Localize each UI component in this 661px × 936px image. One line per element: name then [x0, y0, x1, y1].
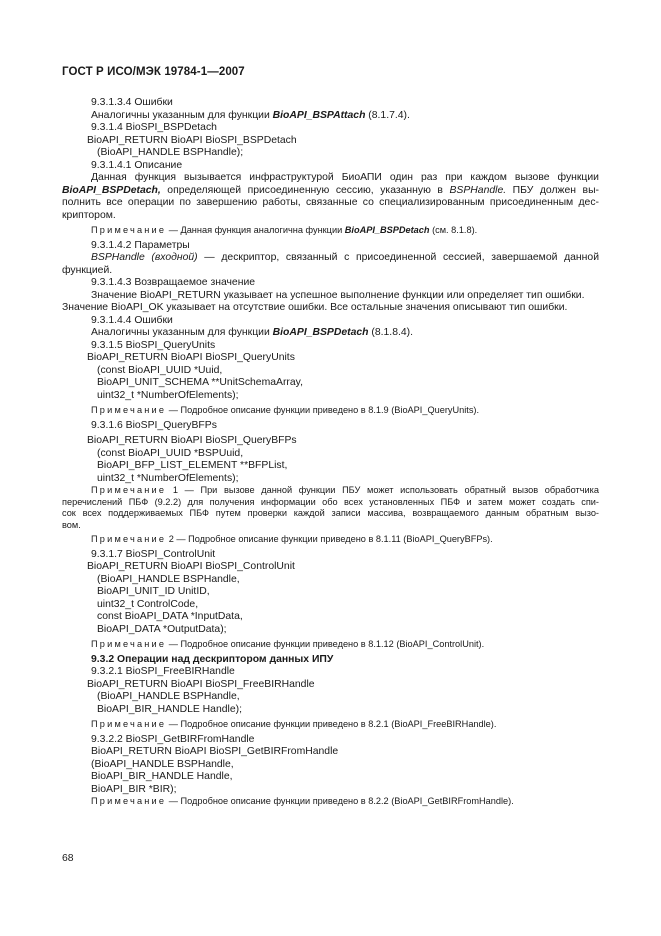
paragraph: Значение BioAPI_RETURN указывает на успешное выполнение функции или определяет тип ошибки. — [91, 289, 585, 301]
note: Примечание 2 — Подробное описание функции приведено в 8.1.11 (BioAPI_QueryBFPs). — [91, 534, 493, 544]
paragraph: Аналогичны указанным для функции BioAPI_BSPAttach (8.1.7.4). — [91, 109, 410, 121]
note: вом. — [62, 519, 81, 530]
section-heading: 9.3.2 Операции над дескриптором данных ИПУ — [91, 653, 334, 665]
clause-heading: 9.3.1.4.4 Ошибки — [91, 314, 173, 326]
paragraph: полнить все операции по завершению работы, связанные со специализированным присоединенным дес- — [62, 197, 599, 208]
code-line: BioAPI_BIR_HANDLE Handle, — [91, 771, 233, 782]
note: Примечание — Подробное описание функции приведено в 8.1.9 (BioAPI_QueryUnits). — [91, 405, 480, 415]
note: перечислений ПБФ (9.2.2) для получения информации обо всех установленных ПБФ и затем может создать спи- — [62, 496, 599, 507]
code-line: BioAPI_BIR *BIR); — [91, 783, 177, 795]
paragraph: Данная функция вызывается инфраструктурой БиоАПИ один раз при каждом вызове функции — [91, 172, 599, 183]
note: сок всех поддерживаемых ПБФ путем проверки каждой записи массива, возвращаемого данным обратным вызо- — [62, 508, 599, 518]
code-line: BioAPI_RETURN BioAPI BioSPI_ControlUnit — [87, 561, 295, 572]
code-line: BioAPI_BIR_HANDLE Handle); — [97, 703, 242, 715]
code-line: (BioAPI_HANDLE BSPHandle); — [97, 147, 244, 158]
code-line: uint32_t *NumberOfElements); — [97, 472, 239, 484]
code-line: BioAPI_BFP_LIST_ELEMENT **BFPList, — [97, 460, 288, 471]
clause-heading: 9.3.1.4.1 Описание — [91, 159, 183, 171]
code-line: (const BioAPI_UUID *BSPUuid, — [97, 447, 244, 459]
note: Примечание — Подробное описание функции приведено в 8.2.1 (BioAPI_FreeBIRHandle). — [91, 719, 497, 729]
code-line: BioAPI_UNIT_SCHEMA **UnitSchemaArray, — [97, 377, 303, 388]
paragraph: BioAPI_BSPDetach, определяющей присоединенную сессию, указанную в BSPHandle. ПБУ должен вы- — [62, 184, 600, 196]
code-line: BioAPI_RETURN BioAPI BioSPI_QueryBFPs — [87, 435, 297, 446]
page-number: 68 — [62, 853, 74, 864]
paragraph: BSPHandle (входной) — дескриптор, связанный с присоединенной сессией, завершаемой данной — [91, 252, 599, 263]
code-line: BioAPI_RETURN BioAPI BioSPI_QueryUnits — [87, 352, 295, 363]
paragraph: криптором. — [62, 209, 116, 221]
clause-heading: 9.3.1.4.2 Параметры — [91, 239, 190, 251]
code-line: (BioAPI_HANDLE BSPHandle, — [97, 691, 240, 702]
code-line: BioAPI_RETURN BioAPI BioSPI_FreeBIRHandle — [87, 678, 315, 690]
note: Примечание 1 — При вызове данной функции ПБУ может использовать обратный вызов обработчика — [91, 485, 599, 495]
paragraph: Аналогичны указанным для функции BioAPI_BSPDetach (8.1.8.4). — [91, 327, 413, 338]
note: Примечание — Данная функция аналогична функции BioAPI_BSPDetach (см. 8.1.8). — [91, 225, 478, 235]
clause-heading: 9.3.1.4.3 Возвращаемое значение — [91, 277, 256, 288]
paragraph: функцией. — [62, 264, 113, 276]
clause-heading: 9.3.1.3.4 Ошибки — [91, 97, 173, 108]
clause-heading: 9.3.2.2 BioSPI_GetBIRFromHandle — [91, 733, 255, 745]
code-line: (BioAPI_HANDLE BSPHandle, — [91, 758, 234, 770]
clause-heading: 9.3.1.7 BioSPI_ControlUnit — [91, 548, 216, 560]
clause-heading: 9.3.2.1 BioSPI_FreeBIRHandle — [91, 666, 235, 677]
note: Примечание — Подробное описание функции приведено в 8.1.12 (BioAPI_ControlUnit). — [91, 639, 485, 649]
code-line: (BioAPI_HANDLE BSPHandle, — [97, 573, 240, 585]
clause-heading: 9.3.1.4 BioSPI_BSPDetach — [91, 122, 217, 133]
code-line: BioAPI_RETURN BioAPI BioSPI_GetBIRFromHandle — [91, 746, 339, 757]
note: Примечание — Подробное описание функции приведено в 8.2.2 (BioAPI_GetBIRFromHandle). — [91, 796, 514, 806]
code-line: const BioAPI_DATA *InputData, — [97, 611, 243, 622]
document-header: ГОСТ Р ИСО/МЭК 19784-1—2007 — [62, 66, 245, 78]
code-line: uint32_t *NumberOfElements); — [97, 389, 239, 401]
clause-heading: 9.3.1.6 BioSPI_QueryBFPs — [91, 419, 217, 431]
code-line: (const BioAPI_UUID *Uuid, — [97, 364, 223, 376]
paragraph: Значение BioAPI_OK указывает на отсутствие ошибки. Все остальные значения описывают тип ошибки. — [62, 302, 568, 313]
page-body — [62, 97, 599, 808]
code-line: BioAPI_RETURN BioAPI BioSPI_BSPDetach — [87, 134, 297, 146]
code-line: uint32_t ControlCode, — [97, 598, 199, 610]
code-line: BioAPI_UNIT_ID UnitID, — [97, 586, 210, 597]
clause-heading: 9.3.1.5 BioSPI_QueryUnits — [91, 339, 216, 351]
code-line: BioAPI_DATA *OutputData); — [97, 623, 227, 635]
